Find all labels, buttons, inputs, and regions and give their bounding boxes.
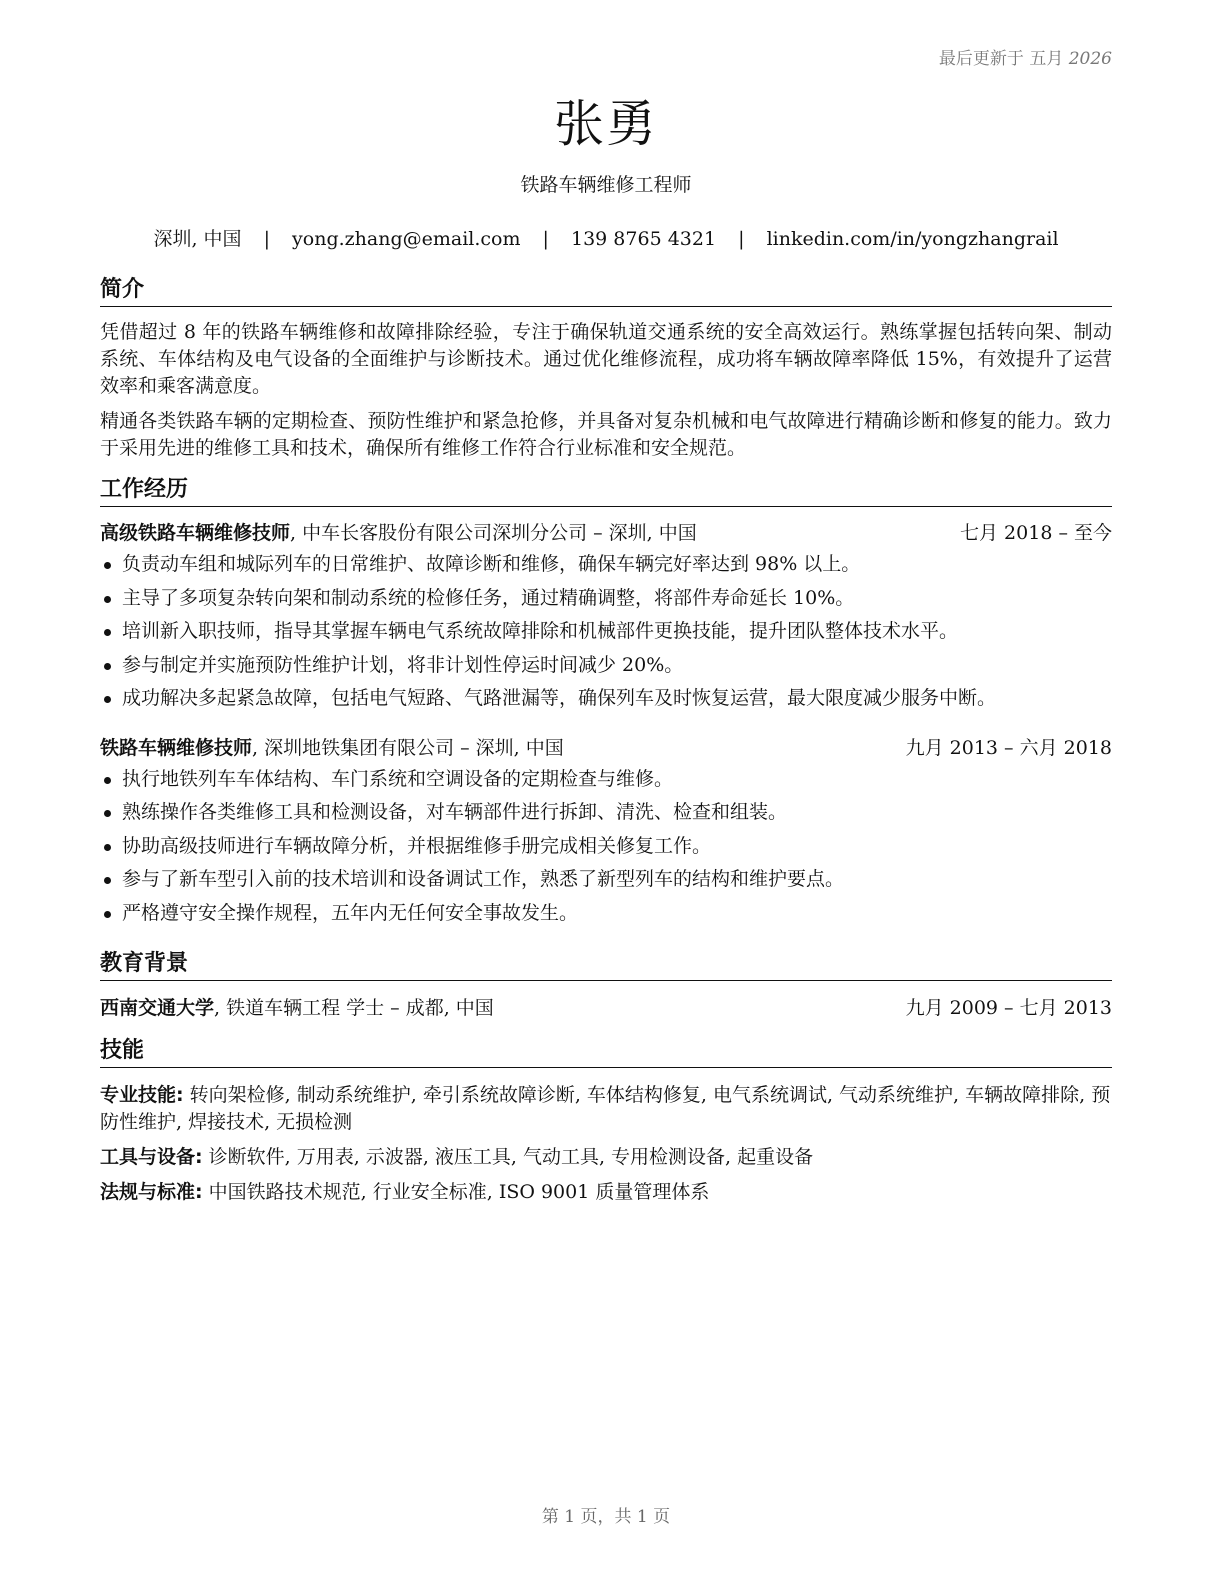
summary-paragraph: 精通各类铁路车辆的定期检查、预防性维护和紧急抢修，并具备对复杂机械和电气故障进行精确诊断和修复的能力。致力于采用先进的维修工具和技术，确保所有维修工作符合行业标准和安全规范。 (100, 410, 1112, 459)
skill-value: 中国铁路技术规范, 行业安全标准, ISO 9001 质量管理体系 (208, 1181, 710, 1203)
skill-label: 法规与标准: (100, 1181, 203, 1203)
list-item: 成功解决多起紧急故障，包括电气短路、气路泄漏等，确保列车及时恢复运营，最大限度减少服务中断。 (100, 682, 1112, 716)
skill-line (100, 1082, 1112, 1136)
job-header (100, 733, 1112, 763)
job-dates: 九月 2013 – 六月 2018 (905, 736, 1112, 759)
job-bullets (100, 548, 1112, 716)
education-school: 西南交通大学 (100, 997, 215, 1019)
education-school-detail (100, 993, 494, 1023)
list-item: 协助高级技师进行车辆故障分析，并根据维修手册完成相关修复工作。 (100, 830, 1112, 864)
skill-line (100, 1144, 1112, 1171)
list-item: 主导了多项复杂转向架和制动系统的检修任务，通过精确调整，将部件寿命延长 10%。 (100, 582, 1112, 616)
section-heading-experience: 工作经历 (100, 476, 1112, 507)
skill-label: 工具与设备: (100, 1146, 203, 1168)
job-title: 铁路车辆维修工程师 (520, 174, 692, 196)
section-heading-skills: 技能 (100, 1037, 1112, 1068)
contact-line (100, 224, 1112, 251)
contact-email-link[interactable]: yong.zhang@email.com (292, 228, 521, 250)
education-dates: 九月 2009 – 七月 2013 (905, 997, 1112, 1019)
summary-section (100, 276, 1112, 462)
education-detail: , 铁道车辆工程 学士 – 成都, 中国 (214, 997, 494, 1019)
contact-separator: | (542, 228, 549, 250)
list-item: 培训新入职技师，指导其掌握车辆电气系统故障排除和机械部件更换技能，提升团队整体技术水平。 (100, 615, 1112, 649)
skill-line (100, 1179, 1112, 1206)
list-item: 执行地铁列车车体结构、车门系统和空调设备的定期检查与维修。 (100, 763, 1112, 797)
summary-paragraph: 凭借超过 8 年的铁路车辆维修和故障排除经验，专注于确保轨道交通系统的安全高效运行。熟练掌握包括转向架、制动系统、车体结构及电气设备的全面维护与诊断技术。通过优化维修流程，成功将车辆故障率降低 15%，有效提升了运营效率和乘客满意度。 (100, 321, 1112, 397)
job-header (100, 518, 1112, 548)
contact-separator: | (263, 228, 270, 250)
skill-label: 专业技能: (100, 1084, 184, 1106)
contact-phone: 139 8765 4321 (571, 228, 717, 250)
contact-separator: | (738, 228, 745, 250)
job-bullets (100, 763, 1112, 931)
education-section (100, 950, 1112, 1023)
section-heading-education: 教育背景 (100, 950, 1112, 981)
job-role-org (100, 733, 564, 763)
list-item: 严格遵守安全操作规程，五年内无任何安全事故发生。 (100, 897, 1112, 931)
job-role-org (100, 518, 697, 548)
list-item: 参与制定并实施预防性维护计划，将非计划性停运时间减少 20%。 (100, 649, 1112, 683)
resume-page (100, 0, 1112, 1584)
list-item: 负责动车组和城际列车的日常维护、故障诊断和维修，确保车辆完好率达到 98% 以上。 (100, 548, 1112, 582)
job-org: , 中车长客股份有限公司深圳分公司 – 深圳, 中国 (290, 522, 697, 544)
skill-value: 诊断软件, 万用表, 示波器, 液压工具, 气动工具, 专用检测设备, 起重设备 (208, 1146, 814, 1168)
contact-location: 深圳, 中国 (153, 228, 242, 250)
list-item: 熟练操作各类维修工具和检测设备，对车辆部件进行拆卸、清洗、检查和组装。 (100, 796, 1112, 830)
skill-value: 转向架检修, 制动系统维护, 牵引系统故障诊断, 车体结构修复, 电气系统调试, 气动系统维护, 车辆故障排除, 预防性维护, 焊接技术, 无损检测 (100, 1084, 1111, 1133)
last-updated-label: 最后更新于 五月 (938, 49, 1064, 69)
candidate-name: 张勇 (554, 95, 658, 153)
experience-section (100, 476, 1112, 930)
education-entry (100, 993, 1112, 1023)
job-org: , 深圳地铁集团有限公司 – 深圳, 中国 (252, 736, 564, 759)
section-heading-summary: 简介 (100, 276, 1112, 307)
job-dates: 七月 2018 – 至今 (960, 522, 1112, 544)
list-item: 参与了新车型引入前的技术培训和设备调试工作，熟悉了新型列车的结构和维护要点。 (100, 863, 1112, 897)
job-role: 铁路车辆维修技师 (100, 736, 253, 759)
skills-section (100, 1037, 1112, 1214)
last-updated (939, 44, 1112, 69)
last-updated-year: 2026 (1068, 49, 1112, 69)
contact-linkedin-link[interactable]: linkedin.com/in/yongzhangrail (766, 228, 1059, 250)
job-role: 高级铁路车辆维修技师 (100, 522, 291, 544)
page-number: 第 1 页，共 1 页 (541, 1507, 671, 1527)
